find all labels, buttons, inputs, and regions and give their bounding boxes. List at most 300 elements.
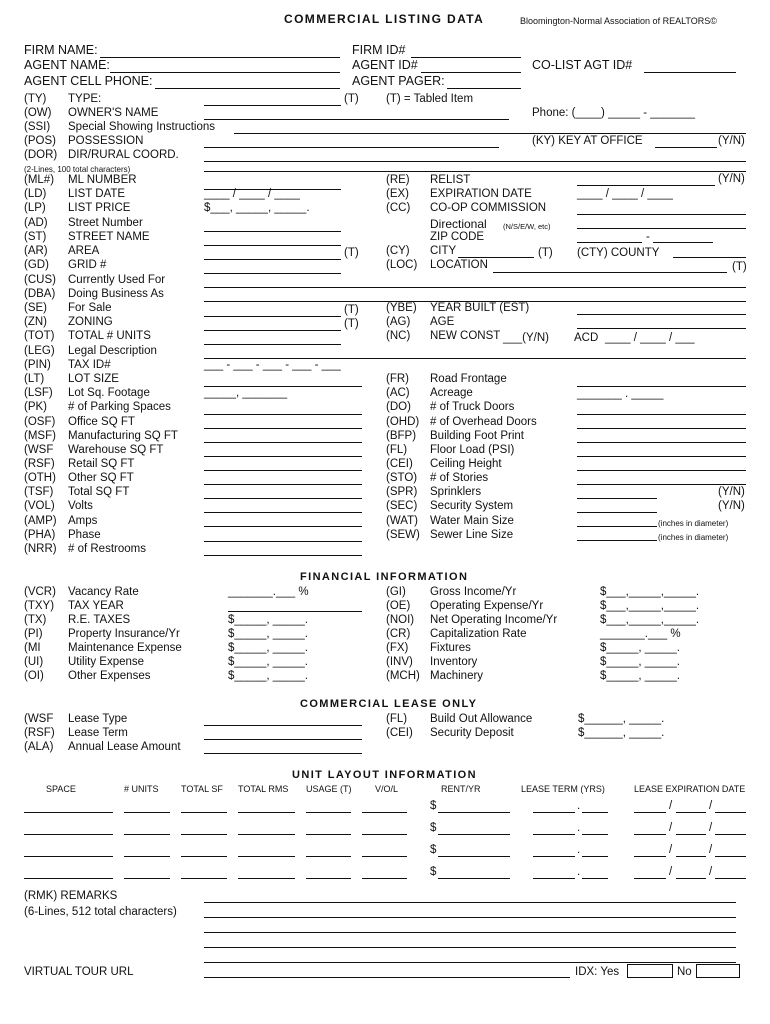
unit-exp-year[interactable] [715,878,746,879]
showing-instructions-field[interactable] [234,133,746,134]
field-code: (MSF) [24,430,56,442]
unit-exp-year[interactable] [715,856,746,857]
unit-col-header: LEASE EXPIRATION DATE [634,784,746,794]
unit-term-dot: . [577,822,581,834]
virtual-tour-field[interactable] [204,977,570,978]
idx-yes-checkbox[interactable] [627,964,673,978]
fin-fill[interactable]: $___,_____,_____. [600,614,700,626]
field-label: Sewer Line Size [430,529,514,541]
street-number-field[interactable] [204,231,341,232]
unit-exp-day[interactable] [676,856,706,857]
zoning-field[interactable] [204,330,341,331]
unit-count-field[interactable] [124,834,170,835]
year-built-field[interactable] [577,314,746,315]
field-code: (TOT) [24,330,55,342]
owner-name-field[interactable] [204,119,509,120]
field-code: (AR) [24,245,48,257]
agent-id-field[interactable] [421,72,521,73]
unit-usage-field[interactable] [306,834,351,835]
unit-term-field-2[interactable] [582,856,608,857]
county-field[interactable] [673,257,746,258]
fin-label: Machinery [430,670,484,682]
association-name: Bloomington-Normal Association of REALTORS© [520,16,717,26]
owner-phone: Phone: (____) _____ - _______ [532,107,696,119]
agent-cell-label: AGENT CELL PHONE: [24,74,153,88]
unit-exp-slash: / [709,822,713,834]
field-label: ZIP CODE [430,231,485,243]
field-label: Directional [430,217,487,231]
street-name-field[interactable] [204,245,341,246]
unit-exp-day[interactable] [676,812,706,813]
field-code: (RSF) [24,458,55,470]
key-at-office-label: (KY) KEY AT OFFICE [532,135,643,147]
unit-space-field[interactable] [24,812,113,813]
field-code: (OHD) [386,416,420,428]
lease-fill[interactable]: $______, _____. [578,713,665,725]
fin-code: (UI) [24,656,44,668]
field-code: (AG) [386,316,411,328]
fin-fill[interactable]: $_____, _____. [228,642,308,654]
unit-space-field[interactable] [24,878,113,879]
field-code: (CC) [386,202,411,214]
fin-code: (INV) [386,656,413,668]
fin-fill[interactable]: $_____, _____. [228,614,308,626]
fin-fill[interactable]: $___,_____,_____. [600,586,700,598]
building-field[interactable] [577,414,746,415]
sqft-field[interactable] [204,428,362,429]
field-code: (RE) [386,174,410,186]
field-code: (CUS) [24,274,56,286]
new-const-fill[interactable]: ___(Y/N) [503,332,550,344]
coop-commission-field[interactable] [577,214,746,215]
relist-field[interactable] [577,185,715,186]
unit-sf-field[interactable] [181,834,227,835]
unit-rent-dollar: $ [430,800,437,812]
lease-label: Annual Lease Amount [68,741,181,753]
form-title: COMMERCIAL LISTING DATA [284,12,485,26]
unit-term-field-2[interactable] [582,834,608,835]
field-label: AGE [430,316,455,328]
key-yn: (Y/N) [718,135,745,147]
field-label: Street Number [68,217,143,229]
unit-col-header: V/O/L [375,784,399,794]
field-code: (WSF [24,444,54,456]
security-yn: (Y/N) [718,500,745,512]
remarks-line-5[interactable] [204,962,736,963]
field-code: (SPR) [386,486,418,498]
unit-exp-year[interactable] [715,834,746,835]
fin-code: (OE) [386,600,411,612]
unit-rent-field[interactable] [438,856,510,857]
unit-exp-day[interactable] [676,878,706,879]
key-at-office-field[interactable] [655,147,717,148]
unit-term-field-2[interactable] [582,812,608,813]
zip-field-2[interactable] [653,242,713,243]
lease-heading: COMMERCIAL LEASE ONLY [300,698,478,710]
fin-label: R.E. TAXES [68,614,131,626]
field-code: (DBA) [24,288,56,300]
directional-field[interactable] [577,228,746,229]
field-code: (LEG) [24,345,55,357]
acd-label: ACD [574,332,599,344]
field-label: Warehouse SQ FT [68,444,164,456]
acd-fill[interactable]: ____ / ____ / ___ [605,332,695,344]
unit-usage-field[interactable] [306,878,351,879]
lease-label: Security Deposit [430,727,514,739]
lease-label: Build Out Allowance [430,713,533,725]
fin-label: Property Insurance/Yr [68,628,180,640]
unit-rms-field[interactable] [238,834,295,835]
field-label: TYPE: [68,93,102,105]
unit-rms-field[interactable] [238,856,295,857]
field-label: OWNER'S NAME [68,107,159,119]
field-label: Volts [68,500,93,512]
field-code: (TSF) [24,486,54,498]
unit-col-header: RENT/YR [441,784,481,794]
remarks-note: (6-Lines, 512 total characters) [24,906,177,918]
lease-field[interactable] [204,739,362,740]
unit-col-header: LEASE TERM (YRS) [521,784,605,794]
building-field[interactable] [577,456,746,457]
field-label: YEAR BUILT (EST) [430,302,530,314]
unit-rms-field[interactable] [238,878,295,879]
unit-space-field[interactable] [24,834,113,835]
field-label: # of Truck Doors [430,401,515,413]
field-label: AREA [68,245,100,257]
unit-col-header: # UNITS [124,784,159,794]
field-label: # of Restrooms [68,543,146,555]
acreage-fill[interactable]: _______ . _____ [577,388,664,400]
list-price-fill[interactable]: $___, _____, _____. [204,202,310,214]
field-label: ZONING [68,316,113,328]
fin-label: TAX YEAR [68,600,124,612]
field-label: Lot Sq. Footage [68,387,150,399]
unit-vol-field[interactable] [362,856,407,857]
unit-col-header: TOTAL RMS [238,784,289,794]
grid-field[interactable] [204,273,341,274]
type-tabled-marker: (T) [344,93,359,105]
field-code: (DO) [386,401,411,413]
firm-id-field[interactable] [411,57,521,58]
field-label: Water Main Size [430,515,514,527]
current-use-field[interactable] [204,287,746,288]
unit-exp-year[interactable] [715,812,746,813]
fin-label: Capitalization Rate [430,628,527,640]
building-field[interactable] [577,428,746,429]
field-label: POSSESSION [68,135,144,147]
idx-yes-label: IDX: Yes [575,966,620,978]
field-label: # of Parking Spaces [68,401,171,413]
field-code: (NC) [386,330,411,342]
sqft-field[interactable] [204,414,362,415]
field-code: (ST) [24,231,47,243]
unit-exp-month[interactable] [634,812,666,813]
sqft-field[interactable] [204,470,362,471]
type-field[interactable] [204,105,341,106]
field-label: DIR/RURAL COORD. [68,149,179,161]
unit-count-field[interactable] [124,856,170,857]
field-code: (PIN) [24,359,51,371]
agent-cell-field[interactable] [155,88,340,89]
city-tabled: (T) [538,247,553,259]
field-code: (GD) [24,259,49,271]
lease-field[interactable] [204,753,362,754]
fin-label: Vacancy Rate [68,586,139,598]
firm-name-field[interactable] [100,57,340,58]
unit-sf-field[interactable] [181,856,227,857]
co-list-label: CO-LIST AGT ID# [532,58,633,72]
field-code: (AD) [24,217,48,229]
sprinklers-yn: (Y/N) [718,486,745,498]
unit-term-field-1[interactable] [533,812,575,813]
unit-space-field[interactable] [24,856,113,857]
fin-fill[interactable]: $___,_____,_____. [600,600,700,612]
fin-label: Inventory [430,656,478,668]
field-label: Manufacturing SQ FT [68,430,178,442]
area-tabled: (T) [344,247,359,259]
unit-exp-slash: / [709,800,713,812]
location-tabled: (T) [732,261,747,273]
unit-rms-field[interactable] [238,812,295,813]
field-label: Office SQ FT [68,416,135,428]
fin-label: Operating Expense/Yr [430,600,544,612]
unit-col-header: USAGE (T) [306,784,352,794]
field-label: TAX ID# [68,359,111,371]
field-label: NEW CONST [430,330,501,342]
field-code: (ZN) [24,316,47,328]
location-field[interactable] [493,272,727,273]
unit-exp-month[interactable] [634,856,666,857]
remarks-line-2[interactable] [204,917,736,918]
unit-sf-field[interactable] [181,878,227,879]
field-label: CO-OP COMMISSION [430,202,547,214]
agent-name-field[interactable] [110,72,340,73]
unit-term-field-1[interactable] [533,878,575,879]
remarks-line-3[interactable] [204,932,736,933]
field-code: (LSF) [24,387,53,399]
firm-name-label: FIRM NAME: [24,43,98,57]
field-label: Sprinklers [430,486,482,498]
lease-label: Lease Term [68,727,128,739]
unit-exp-slash: / [709,844,713,856]
remarks-label: (RMK) REMARKS [24,890,118,902]
unit-exp-month[interactable] [634,834,666,835]
fin-code: (NOI) [386,614,415,626]
total-units-field[interactable] [204,344,341,345]
sqft-field[interactable] [204,442,362,443]
field-code: (VOL) [24,500,55,512]
tax-id-fill[interactable]: ___ - ___ - ___ - ___ - ___ [204,359,341,371]
field-label: Retail SQ FT [68,458,135,470]
fin-label: Fixtures [430,642,471,654]
fin-fill[interactable]: $_____, _____. [600,670,680,682]
fin-label: Utility Expense [68,656,145,668]
lease-code: (RSF) [24,727,55,739]
fin-label: Other Expenses [68,670,151,682]
unit-vol-field[interactable] [362,834,407,835]
fin-label: Net Operating Income/Yr [430,614,558,626]
field-label: STREET NAME [68,231,150,243]
field-label: Phase [68,529,101,541]
unit-exp-month[interactable] [634,878,666,879]
field-code: (DOR) [24,149,58,161]
field-label: ML NUMBER [68,174,137,186]
fin-code: (TX) [24,614,47,626]
field-code: (OTH) [24,472,56,484]
unit-term-field-2[interactable] [582,878,608,879]
field-label: # of Stories [430,472,489,484]
field-label: Currently Used For [68,274,166,286]
agent-pager-field[interactable] [447,88,521,89]
fin-fill[interactable]: $_____, _____. [228,670,308,682]
system-field[interactable] [577,526,657,527]
fin-code: (GI) [386,586,406,598]
unit-rent-dollar: $ [430,844,437,856]
sqft-field[interactable] [204,555,362,556]
unit-rent-field[interactable] [438,812,510,813]
field-label: RELIST [430,174,471,186]
agent-id-label: AGENT ID# [352,58,418,72]
city-field[interactable] [458,257,534,258]
idx-no-label: No [677,966,692,978]
field-code: (SSI) [24,121,51,133]
system-field[interactable] [577,540,657,541]
unit-rent-field[interactable] [438,878,510,879]
fin-fill[interactable]: $_____, _____. [228,656,308,668]
field-label: # of Overhead Doors [430,416,537,428]
lease-field[interactable] [204,725,362,726]
fin-fill[interactable]: $_____, _____. [228,628,308,640]
field-label: LIST DATE [68,188,126,200]
unit-usage-field[interactable] [306,812,351,813]
field-label: EXPIRATION DATE [430,188,532,200]
field-label: Amps [68,515,98,527]
field-code: (SE) [24,302,47,314]
tabled-note: (T) = Tabled Item [386,93,474,105]
dba-field[interactable] [204,301,746,302]
directional-note: (N/S/E/W, etc) [503,222,551,231]
unit-term-field-1[interactable] [533,834,575,835]
lease-label: Lease Type [68,713,128,725]
unit-count-field[interactable] [124,878,170,879]
fin-label: Gross Income/Yr [430,586,517,598]
lease-fill[interactable]: $______, _____. [578,727,665,739]
field-label: Other SQ FT [68,472,134,484]
building-field[interactable] [577,386,746,387]
sqft-field[interactable] [204,541,362,542]
unit-col-header: TOTAL SF [181,784,223,794]
unit-usage-field[interactable] [306,856,351,857]
system-field[interactable] [577,512,657,513]
fin-fill[interactable]: _______.___ % [600,628,681,640]
fin-code: (OI) [24,670,44,682]
idx-no-checkbox[interactable] [696,964,740,978]
fin-code: (MI [24,642,41,654]
dir-coord-field-1[interactable] [204,161,746,162]
fin-code: (CR) [386,628,411,640]
building-field[interactable] [577,442,746,443]
field-code: (WAT) [386,515,418,527]
field-code: (LOC) [386,259,418,271]
system-field[interactable] [577,498,657,499]
list-date-fill[interactable]: ____ / ____ / ____ [204,188,300,200]
sewer-inches-note: (inches in diameter) [658,533,729,542]
building-field[interactable] [577,470,746,471]
units-heading: UNIT LAYOUT INFORMATION [292,769,477,781]
unit-exp-day[interactable] [676,834,706,835]
unit-vol-field[interactable] [362,812,407,813]
unit-exp-slash: / [669,866,673,878]
remarks-line-1[interactable] [204,902,736,903]
lease-code: (WSF [24,713,54,725]
unit-term-field-1[interactable] [533,856,575,857]
sqft-field[interactable] [204,456,362,457]
for-sale-field[interactable] [204,316,341,317]
field-code: (ML#) [24,174,55,186]
lease-code: (CEI) [386,727,413,739]
field-code: (CEI) [386,458,413,470]
field-code: (EX) [386,188,409,200]
area-field[interactable] [204,259,341,260]
unit-count-field[interactable] [124,812,170,813]
field-label: Doing Business As [68,288,164,300]
co-list-field[interactable] [644,72,736,73]
expiration-date-fill[interactable]: ____ / ____ / ____ [577,188,673,200]
unit-term-dot: . [577,866,581,878]
field-code: (LT) [24,373,45,385]
fin-fill[interactable]: $_____, _____. [600,656,680,668]
field-label: TOTAL # UNITS [68,330,151,342]
field-code: (SEW) [386,529,420,541]
field-label: LOT SIZE [68,373,119,385]
sqft-field[interactable] [204,526,362,527]
field-code: (STO) [386,472,418,484]
field-label: LOCATION [430,259,488,271]
dir-coord-field-2[interactable] [204,171,746,172]
unit-sf-field[interactable] [181,812,227,813]
field-code: (OSF) [24,416,56,428]
zoning-tabled: (T) [344,318,359,330]
field-code: (BFP) [386,430,417,442]
firm-id-label: FIRM ID# [352,43,406,57]
age-field[interactable] [577,328,746,329]
lease-code: (FL) [386,713,408,725]
remarks-line-4[interactable] [204,947,736,948]
field-label: GRID # [68,259,107,271]
sqft-field[interactable] [204,512,362,513]
sqft-field[interactable] [204,498,362,499]
sqft-field[interactable] [204,484,362,485]
unit-col-header: SPACE [46,784,76,794]
unit-vol-field[interactable] [362,878,407,879]
two-lines-note: (2-Lines, 100 total characters) [24,165,131,174]
building-field[interactable] [577,484,746,485]
unit-rent-field[interactable] [438,834,510,835]
field-code: (LP) [24,202,46,214]
zip-field-1[interactable] [577,242,642,243]
fin-fill[interactable]: $_____, _____. [600,642,680,654]
zip-dash: - [646,231,650,243]
fin-code: (VCR) [24,586,56,598]
field-label: For Sale [68,302,112,314]
fin-fill[interactable]: _______.___ % [228,586,309,598]
unit-rent-dollar: $ [430,822,437,834]
field-label: Legal Description [68,345,157,357]
fin-label: Maintenance Expense [68,642,182,654]
possession-field[interactable] [204,147,499,148]
lot-sqft-fill[interactable]: _____, _______ [204,387,288,399]
tax-year-field[interactable] [228,611,362,612]
